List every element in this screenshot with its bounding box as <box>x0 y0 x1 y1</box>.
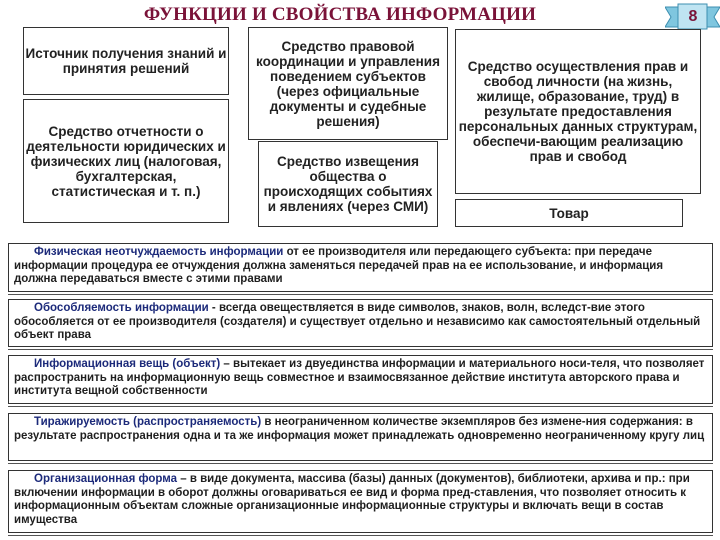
property-description: – в виде документа, массива (базы) данных (документов), библиотеки, архива и пр.: при включении информации в оборот должны оговариваться ее вид и форма пред-ставления, что позволяет относить к информационным объектам сложные организационные информационные структуры и включать вещи в состав имущества <box>14 473 690 526</box>
property-description: - всегда овеществляется в виде символов, знаков, волн, вследст-вие этого обособляется от ее производителя (создателя) и существует отдельно и независимо как самостоятельный отдельный объект права <box>14 302 701 342</box>
function-box-commodity <box>455 199 683 227</box>
property-information-thing <box>8 355 713 404</box>
function-box-rights-exercise <box>455 29 701 194</box>
property-separability <box>8 299 713 347</box>
function-box-knowledge-source <box>23 27 229 95</box>
function-text: Средство правовой координации и управления поведением субъектов (через официальные документы и судебные решения) <box>256 38 440 129</box>
property-term: Информационная вещь (объект) <box>34 358 221 370</box>
page-number-badge <box>665 3 720 31</box>
property-term: Организационная форма <box>34 473 178 485</box>
function-text: Средство отчетности о деятельности юридических и физических лиц (налоговая, бухгалтерская, статистическая и т. п.) <box>26 123 226 199</box>
property-physical-inalienability <box>8 243 713 292</box>
page-title: ФУНКЦИИ И СВОЙСТВА ИНФОРМАЦИИ <box>143 4 537 25</box>
property-description: от ее производителя или передающего субъекта: при передаче информации процедура ее отчуждения должна заменяться передачей прав на ее использование, и информация должна передаваться вместе с этими правами <box>14 246 664 286</box>
property-replicability <box>8 413 713 461</box>
property-organizational-form <box>8 470 713 533</box>
function-text: Средство извещения общества о происходящих событиях и явлениях (через СМИ) <box>263 154 433 214</box>
property-term: Обособляемость информации <box>34 302 209 314</box>
function-box-legal-coordination <box>248 27 448 140</box>
function-text: Средство осуществления прав и свобод личности (на жизнь, жилище, образование, труд) в результате предоставления персональных данных структурам, обеспечи-вающим реализацию прав и свобод <box>458 59 698 164</box>
function-box-public-notification <box>258 141 438 227</box>
function-text: Товар <box>549 205 589 221</box>
property-term: Тиражируемость (распространяемость) <box>34 416 262 428</box>
property-term: Физическая неотчуждаемость информации <box>34 246 284 258</box>
function-box-reporting <box>23 99 229 223</box>
page-number: 8 <box>688 8 698 25</box>
property-description: – вытекает из двуединства информации и материального носи-теля, что позволяет распространить на информационную вещь совместное и взаимосвязанное действие института авторского права и института вещной собственности <box>14 358 705 398</box>
property-description: в неограниченном количестве экземпляров без измене-ния содержания: в результате распространения одна и та же информация может принадлежать одновременно неограниченному кругу лиц <box>14 416 705 442</box>
function-text: Источник получения знаний и принятия решений <box>25 46 227 76</box>
